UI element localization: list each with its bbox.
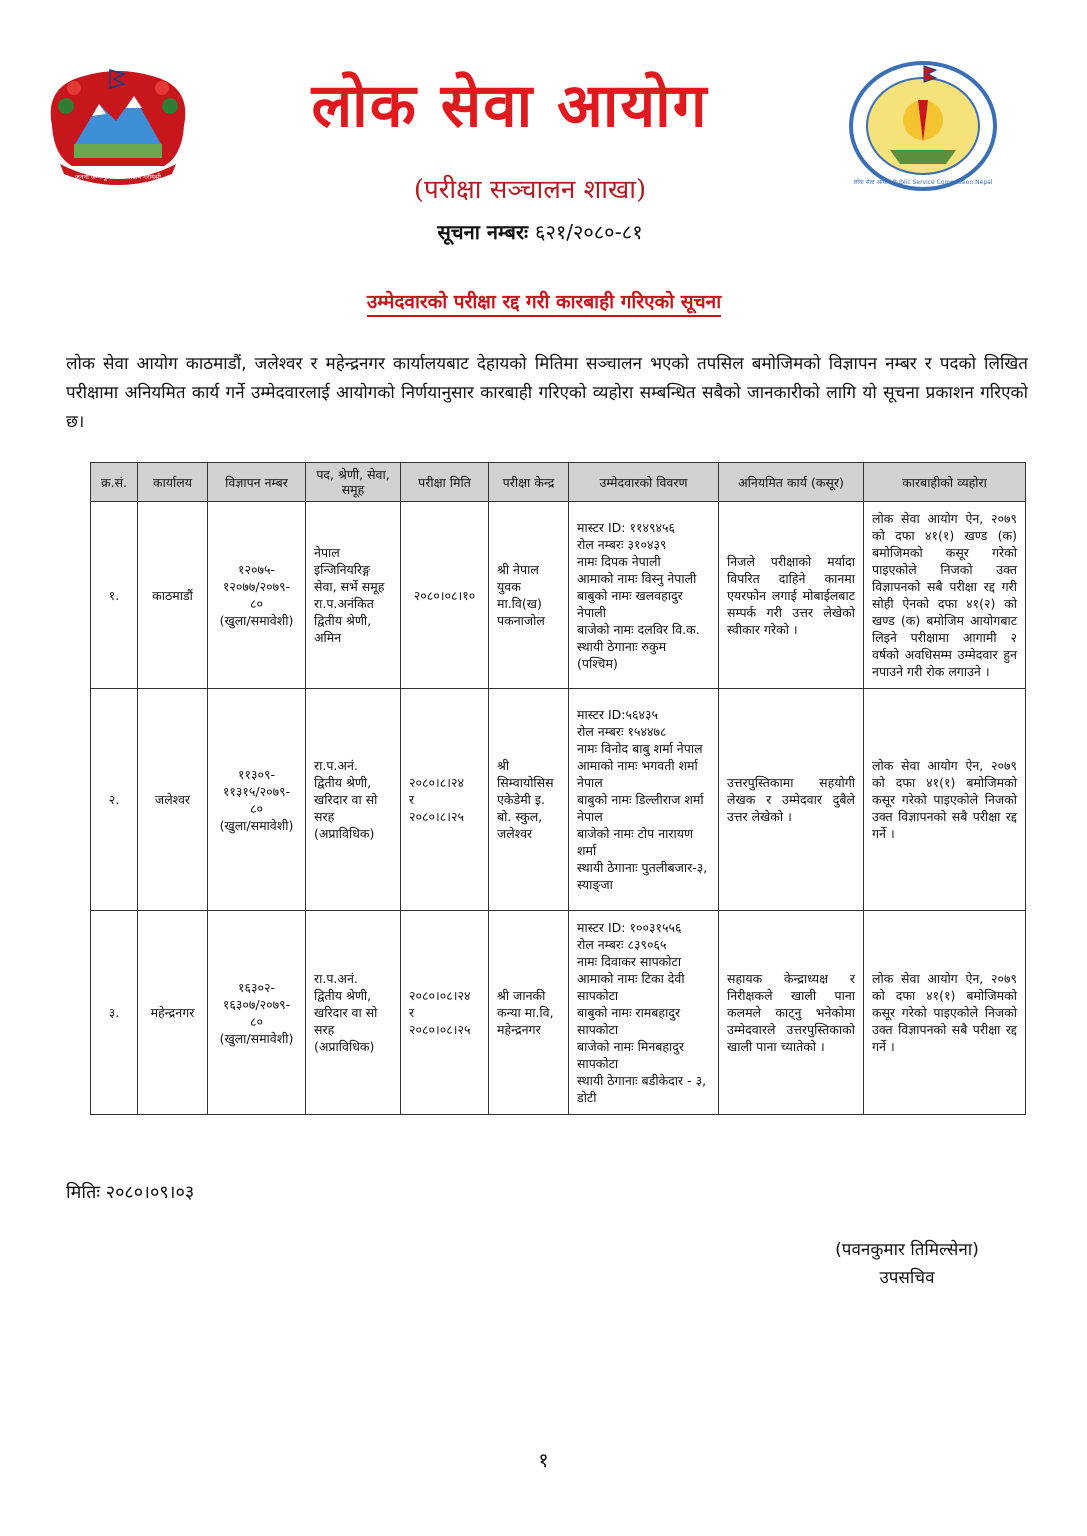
signer-name: (पवनकुमार तिमिल्सेना) bbox=[835, 1240, 979, 1260]
table-row bbox=[91, 502, 1026, 689]
cell-sn: ३. bbox=[91, 911, 138, 1115]
candidate-action-table bbox=[90, 462, 1026, 1115]
psc-logo bbox=[848, 60, 998, 192]
cell-exam-date: २०८०।०८।२४ र २०८०।०८।२५ bbox=[401, 911, 489, 1115]
cell-center: श्री नेपाल युवक मा.वि(ख) पकनाजोल bbox=[489, 502, 569, 689]
cell-offense: उत्तरपुस्तिकामा सहयोगी लेखक र उम्मेदवार दुबैले उत्तर लेखेको । bbox=[719, 689, 864, 911]
cell-offense: सहायक केन्द्राध्यक्ष र निरीक्षकले खाली पाना कलमले काट्नु भनेकोमा उम्मेदवारले उत्तरपुस्तिकाको खाली पाना च्यातेको । bbox=[719, 911, 864, 1115]
cell-offense: निजले परीक्षाको मर्यादा विपरित दाहिने कानमा एयरफोन लगाई मोबाईलबाट सम्पर्क गरी उत्तर लेखेको स्वीकार गरेको । bbox=[719, 502, 864, 689]
cell-center: श्री सिम्वायोसिस एकेडेमी इ. बो. स्कुल, जलेश्वर bbox=[489, 689, 569, 911]
cell-sn: २. bbox=[91, 689, 138, 911]
page-title: लोक सेवा आयोग bbox=[311, 71, 709, 141]
notice-number-label: सूचना नम्बरः bbox=[437, 220, 529, 244]
cell-candidate: मास्टर ID: १००३१५५६ रोल नम्बरः ८३९०६५ नामः दिवाकर सापकोटा आमाको नामः टिका देवी सापकोटा बाबुको नामः रामबहादुर सापकोटा बाजेको नामः मिनबहादुर सापकोटा स्थायी ठेगानाः बडीकेदार - ३, डोटी bbox=[569, 911, 719, 1115]
cell-exam-date: २०८०।०८।१० bbox=[401, 502, 489, 689]
cell-ad-no: १६३०२- १६३०७/२०७९- ८० (खुला/समावेशी) bbox=[208, 911, 306, 1115]
cell-action: लोक सेवा आयोग ऐन, २०७९ को दफा ४१(१) बमोजिमको कसूर गरेको पाइएकोले निजको उक्त विज्ञापनको सबै परीक्षा रद्द गर्ने । bbox=[864, 689, 1026, 911]
cell-action: लोक सेवा आयोग ऐन, २०७९ को दफा ४१(१) खण्ड (क) बमोजिमको कसूर गरेको पाइएकोले निजको उक्त विज्ञापनको सबै परीक्षा रद्द गरी सोही ऐनको दफा ४१(२) को खण्ड (क) बमोजिम आयोगबाट लिइने परीक्षामा आगामी २ वर्षको अवधिसम्म उम्मेदवार हुन नपाउने गरी रोक लगाउने । bbox=[864, 502, 1026, 689]
col-header-center: परीक्षा केन्द्र bbox=[489, 463, 569, 502]
cell-sn: १. bbox=[91, 502, 138, 689]
cell-ad-no: ११३०९- ११३१५/२०७९- ८० (खुला/समावेशी) bbox=[208, 689, 306, 911]
col-header-offense: अनियमित कार्य (कसूर) bbox=[719, 463, 864, 502]
svg-text:जननी जन्मभूमिश्च स्वर्गादपि गर: जननी जन्मभूमिश्च स्वर्गादपि गरीयसी bbox=[75, 173, 161, 181]
cell-exam-date: २०८०।८।२४ र २०८०।८।२५ bbox=[401, 689, 489, 911]
signature-block bbox=[812, 1236, 1002, 1292]
table-header-row bbox=[91, 463, 1026, 502]
cell-candidate: मास्टर ID: ११४९४५६ रोल नम्बरः ३१०४३९ नामः दिपक नेपाली आमाको नामः विस्नु नेपाली बाबुको नामः खलवहादुर नेपाली बाजेको नामः दलविर वि.क. स्थायी ठेगानाः रुकुम (पश्चिम) bbox=[569, 502, 719, 689]
nepal-emblem-logo bbox=[44, 66, 192, 190]
col-header-exam-date: परीक्षा मिति bbox=[401, 463, 489, 502]
col-header-post: पद, श्रेणी, सेवा, समूह bbox=[306, 463, 401, 502]
cell-action: लोक सेवा आयोग ऐन, २०७९ को दफा ४१(१) बमोजिमको कसूर गरेको पाइएकोले निजको उक्त विज्ञापनको सबै परीक्षा रद्द गर्ने । bbox=[864, 911, 1026, 1115]
page-subtitle: (परीक्षा सञ्चालन शाखा) bbox=[413, 175, 647, 205]
col-header-candidate: उम्मेदवारको विवरण bbox=[569, 463, 719, 502]
cell-office: महेन्द्रनगर bbox=[138, 911, 208, 1115]
notice-number bbox=[330, 218, 750, 245]
page-number: १ bbox=[538, 1448, 549, 1472]
table-row bbox=[91, 911, 1026, 1115]
cell-post: रा.प.अनं. द्वितीय श्रेणी, खरिदार वा सो सरह (अप्राविधिक) bbox=[306, 689, 401, 911]
col-header-office: कार्यालय bbox=[138, 463, 208, 502]
cell-office: काठमाडौं bbox=[138, 502, 208, 689]
notice-number-value: ६२१/२०८०-८१ bbox=[535, 220, 643, 244]
cell-office: जलेश्वर bbox=[138, 689, 208, 911]
signer-title: उपसचिव bbox=[879, 1268, 935, 1288]
cell-center: श्री जानकी कन्या मा.वि, महेन्द्रनगर bbox=[489, 911, 569, 1115]
cell-post: रा.प.अनं. द्वितीय श्रेणी, खरिदार वा सो सरह (अप्राविधिक) bbox=[306, 911, 401, 1115]
col-header-action: कारबाहीको व्यहोरा bbox=[864, 463, 1026, 502]
cell-post: नेपाल इन्जिनियरिङ्ग सेवा, सर्भे समूह रा.प.अनंकित द्वितीय श्रेणी, अमिन bbox=[306, 502, 401, 689]
cell-ad-no: १२०७५- १२०७७/२०७९- ८० (खुला/समावेशी) bbox=[208, 502, 306, 689]
col-header-ad-no: विज्ञापन नम्बर bbox=[208, 463, 306, 502]
svg-text:लोक सेवा आयोग Public Service C: लोक सेवा आयोग Public Service Commission Nepal bbox=[853, 179, 993, 186]
notice-body: लोक सेवा आयोग काठमाडौं, जलेश्वर र महेन्द्रनगर कार्यालयबाट देहायको मितिमा सञ्चालन भएको तपसिल बमोजिमको विज्ञापन नम्बर र पदको लिखित परीक्षामा अनियमित कार्य गर्ने उम्मेदवारलाई आयोगको निर्णयानुसार कारबाही गरिएको व्यहोरा सम्बन्धित सबैको जानकारीको लागि यो सूचना प्रकाशन गरिएको छ। bbox=[66, 354, 1028, 432]
issue-date: मितिः २०८०।०९।०३ bbox=[66, 1182, 195, 1203]
notice-heading: उम्मेदवारको परीक्षा रद्द गरी कारबाही गरिएको सूचना bbox=[230, 288, 858, 314]
cell-candidate: मास्टर ID:५६४३५ रोल नम्बरः १५४४७८ नामः विनोद बाबु शर्मा नेपाल आमाको नामः भगवती शर्मा नेपाल बाबुको नामः डिल्लीराज शर्मा नेपाल बाजेको नामः टोप नारायण शर्मा स्थायी ठेगानाः पुतलीबजार-३, स्याङ्जा bbox=[569, 689, 719, 911]
col-header-sn: क्र.सं. bbox=[91, 463, 138, 502]
table-row bbox=[91, 689, 1026, 911]
